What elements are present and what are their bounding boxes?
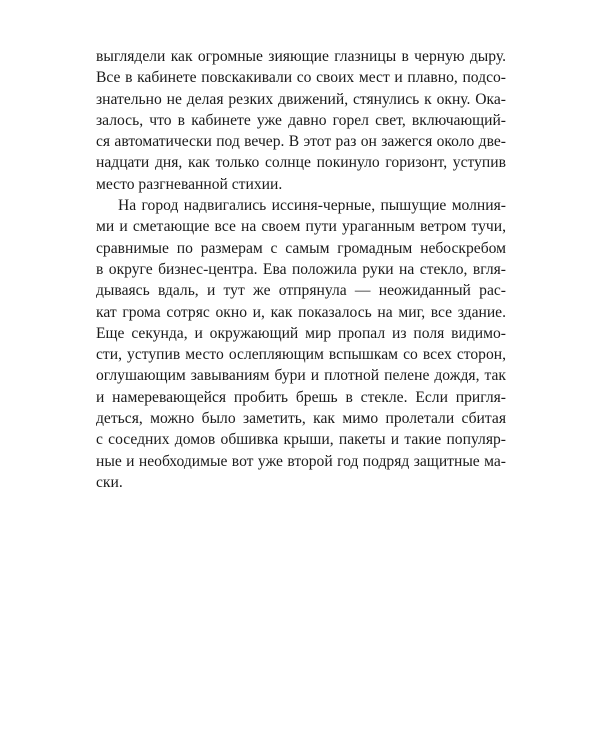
text-line: Еще секунда, и окружающий мир пропал из поля видимо- [96,324,506,342]
text-line: и намеревающейся пробить брешь в стекле. Если пригля- [96,388,506,406]
text-line: место разгневанной стихии. [96,175,283,193]
text-line: Все в кабинете повскакивали со своих мест и плавно, подсо- [96,69,506,87]
text-line: деться, можно было заметить, как мимо пролетали сбитая [96,410,506,428]
text-line: ски. [96,473,123,491]
text-line: с соседних домов обшивка крыши, пакеты и такие популяр- [96,431,506,449]
paragraph-1 [96,46,506,195]
text-line: надцати дня, как только солнце покинуло горизонт, уступив [96,154,506,172]
text-line: выглядели как огромные зияющие глазницы в черную дыру. [96,48,506,65]
text-line: сравнимые по размерам с самым громадным небоскребом [96,239,506,257]
text-line: знательно не делая резких движений, стянулись к окну. Ока- [96,90,506,108]
text-line: залось, что в кабинете уже давно горел свет, включающий- [96,111,506,129]
text-line: кат грома сотряс окно и, как показалось на миг, все здание. [96,303,506,321]
text-line: оглушающим завываниям бури и плотной пелене дождя, так [96,367,506,385]
text-line: ные и необходимые вот уже второй год подряд защитные ма- [96,452,506,470]
text-line: На город надвигались иссиня-черные, пышущие молния- [118,197,506,215]
text-line: дываясь вдаль, и тут же отпрянула — неожиданный рас- [96,282,506,300]
text-line: сти, уступив место ослепляющим вспышкам со всех сторон, [96,346,506,364]
paragraph-2 [96,195,506,493]
body-text [96,46,506,493]
text-line: в округе бизнес-центра. Ева положила руки на стекло, вгля- [96,260,506,278]
text-line: ся автоматически под вечер. В этот раз он зажегся около две- [96,133,506,151]
text-line: ми и сметающие все на своем пути ураганным ветром тучи, [96,218,506,236]
